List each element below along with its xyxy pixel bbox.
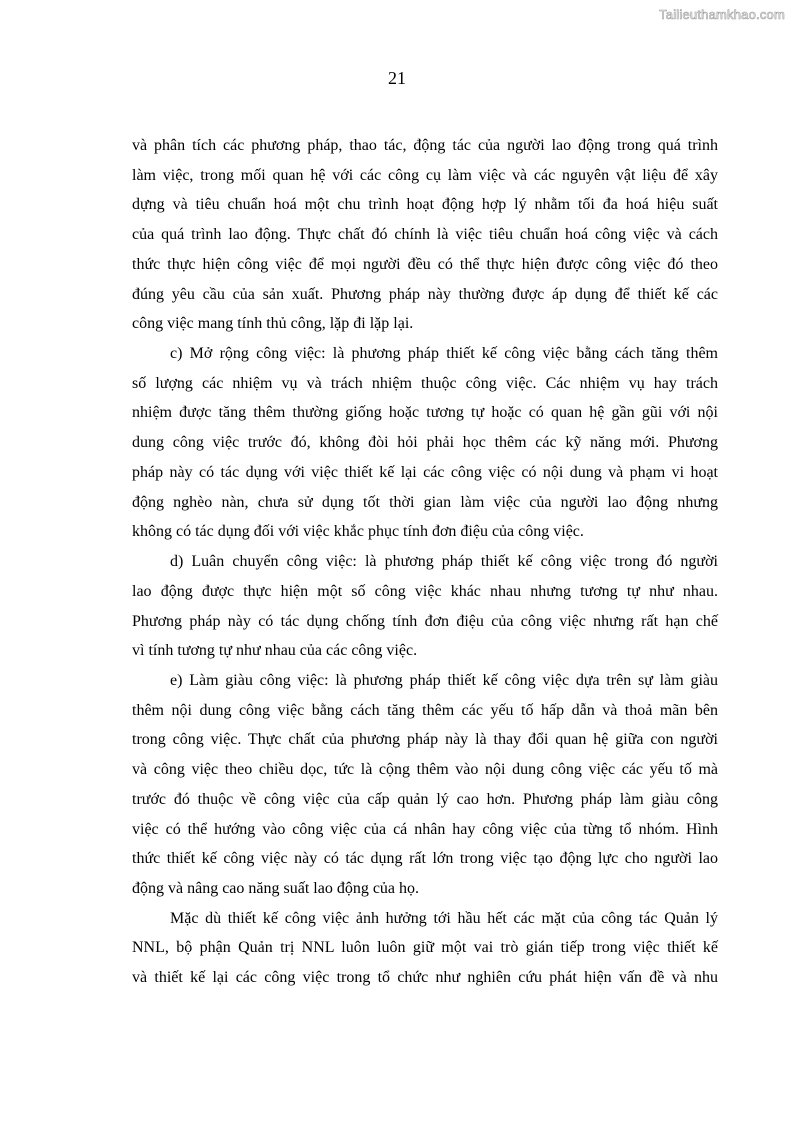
paragraph-1	[132, 131, 718, 339]
paragraph-2	[132, 339, 718, 547]
text-line: d) Luân chuyển công việc: là phương pháp thiết kế công việc trong đó người	[170, 553, 718, 571]
text-line: lao động được thực hiện một số công việc khác nhau nhưng tương tự như nhau.	[132, 582, 718, 600]
text-line: thức thực hiện công việc để mọi người đều có thể thực hiện được công việc đó theo	[132, 255, 718, 273]
text-line: đúng yêu cầu của sản xuất. Phương pháp này thường được áp dụng để thiết kế các	[132, 285, 718, 303]
text-line: c) Mở rộng công việc: là phương pháp thiết kế công việc bằng cách tăng thêm	[170, 345, 718, 363]
text-line: động nghèo nàn, chưa sử dụng tốt thời gian làm việc của người lao động nhưng	[132, 493, 718, 511]
text-line: trong công việc. Thực chất của phương pháp này là thay đổi quan hệ giữa con người	[132, 731, 718, 749]
text-line: không có tác dụng đối với việc khắc phục tính đơn điệu của công việc.	[132, 523, 584, 541]
text-line: dựng và tiêu chuẩn hoá một chu trình hoạt động hợp lý nhằm tối đa hoá hiệu suất	[132, 196, 718, 214]
paragraph-4	[132, 666, 718, 904]
text-line: nhiệm được tăng thêm thường giống hoặc tương tự hoặc có quan hệ gần gũi với nội	[132, 404, 718, 422]
text-line: Phương pháp này có tác dụng chống tính đơn điệu của công việc nhưng rất hạn chế	[132, 612, 718, 630]
text-line: Mặc dù thiết kế công việc ảnh hưởng tới hầu hết các mặt của công tác Quản lý	[170, 909, 718, 927]
text-line: của quá trình lao động. Thực chất đó chính là việc tiêu chuẩn hoá công việc và cách	[132, 226, 718, 244]
text-line: số lượng các nhiệm vụ và trách nhiệm thuộc công việc. Các nhiệm vụ hay trách	[132, 374, 718, 392]
text-line: việc có thể hướng vào công việc của cá nhân hay công việc của từng tổ nhóm. Hình	[132, 820, 718, 838]
text-line: dung công việc trước đó, không đòi hỏi phải học thêm các kỹ năng mới. Phương	[132, 434, 718, 452]
text-line: NNL, bộ phận Quản trị NNL luôn luôn giữ một vai trò gián tiếp trong việc thiết kế	[132, 939, 718, 957]
text-line: thức thiết kế công việc này có tác dụng rất lớn trong việc tạo động lực cho người lao	[132, 850, 718, 868]
text-line: e) Làm giàu công việc: là phương pháp thiết kế công việc dựa trên sự làm giàu	[170, 671, 718, 689]
text-line: công việc mang tính thủ công, lặp đi lặp lại.	[132, 315, 414, 333]
text-line: và thiết kế lại các công việc trong tổ chức như nghiên cứu phát hiện vấn đề và nhu	[132, 969, 718, 987]
text-line: pháp này có tác dụng với việc thiết kế lại các công việc có nội dung và phạm vi hoạt	[132, 463, 718, 481]
text-line: và công việc theo chiều dọc, tức là cộng thêm vào nội dung công việc các yếu tố mà	[132, 761, 718, 779]
watermark-text: Tailieuthamkhao.com	[659, 7, 785, 22]
text-line: và phân tích các phương pháp, thao tác, động tác của người lao động trong quá trình	[132, 137, 718, 154]
body-text	[132, 131, 718, 993]
text-line: làm việc, trong mối quan hệ với các công cụ làm việc và các nguyên vật liệu để xây	[132, 166, 718, 184]
text-line: vì tính tương tự như nhau của các công việc.	[132, 642, 418, 660]
text-line: trước đó thuộc về công việc của cấp quản lý cao hơn. Phương pháp làm giàu công	[132, 790, 718, 808]
paragraph-5	[132, 904, 718, 993]
page-number: 21	[388, 68, 406, 88]
paragraph-3	[132, 547, 718, 666]
text-line: động và nâng cao năng suất lao động của họ.	[132, 879, 420, 897]
text-line: thêm nội dung công việc bằng cách tăng thêm các yếu tố hấp dẫn và thoả mãn bên	[132, 701, 718, 719]
